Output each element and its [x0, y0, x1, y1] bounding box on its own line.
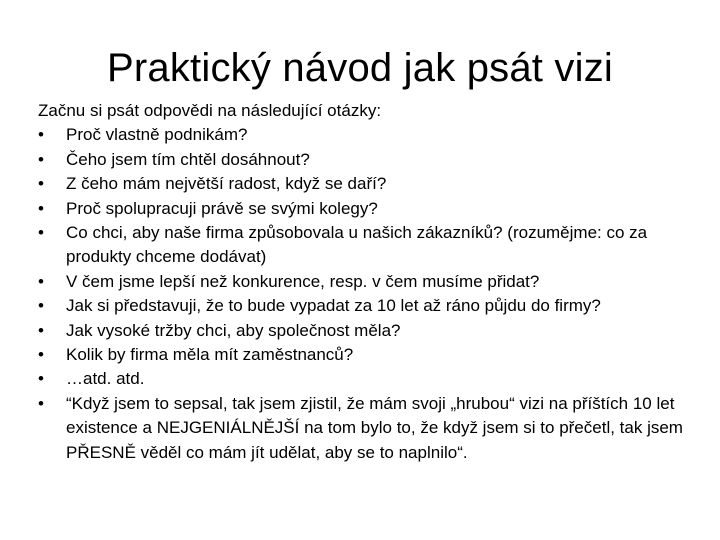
list-item-text: Jak si představuji, že to bude vypadat za 10 let až ráno půjdu do firmy? — [66, 296, 601, 316]
list-item-text: “Když jsem to sepsal, tak jsem zjistil, že mám svoji „hrubou“ vizi na příštích 10 let existence a NEJGENIÁLNĚJŠÍ na tom bylo to, že když jsem si to přečetl, tak jsem PŘESNĚ věděl co mám jít udělat, aby se to naplnilo“. — [66, 393, 683, 462]
list-item — [38, 392, 688, 465]
list-item-text: …atd. atd. — [66, 369, 145, 389]
bullet-icon: • — [38, 271, 44, 291]
bullet-icon: • — [38, 296, 44, 316]
list-item-text: Proč spolupracuji právě se svými kolegy? — [66, 198, 378, 218]
list-item — [38, 172, 688, 196]
bullet-icon: • — [38, 223, 44, 243]
list-item-text: Z čeho mám největší radost, když se daří? — [66, 174, 387, 194]
list-item-text: V čem jsme lepší než konkurence, resp. v čem musíme přidat? — [66, 271, 540, 291]
list-item — [38, 343, 688, 367]
slide-body — [38, 99, 688, 465]
list-item-text: Jak vysoké tržby chci, aby společnost měla? — [66, 320, 401, 340]
list-item — [38, 294, 688, 318]
list-item-text: Proč vlastně podnikám? — [66, 125, 248, 145]
list-item — [38, 123, 688, 147]
bullet-icon: • — [38, 198, 44, 218]
bullet-list — [38, 123, 688, 465]
list-item-text: Co chci, aby naše firma způsobovala u našich zákazníků? (rozumějme: co za produkty chceme dodávat) — [66, 223, 648, 267]
bullet-icon: • — [38, 174, 44, 194]
bullet-icon: • — [38, 149, 44, 169]
bullet-icon: • — [38, 320, 44, 340]
list-item — [38, 197, 688, 221]
slide-title: Praktický návod jak psát vizi — [107, 46, 613, 90]
list-item-text: Kolik by firma měla mít zaměstnanců? — [66, 345, 354, 365]
list-item — [38, 367, 688, 391]
intro-text: Začnu si psát odpovědi na následující otázky: — [38, 101, 382, 120]
bullet-icon: • — [38, 393, 44, 413]
list-item — [38, 270, 688, 294]
bullet-icon: • — [38, 369, 44, 389]
bullet-icon: • — [38, 125, 44, 145]
list-item — [38, 319, 688, 343]
bullet-icon: • — [38, 345, 44, 365]
list-item — [38, 148, 688, 172]
list-item-text: Čeho jsem tím chtěl dosáhnout? — [66, 149, 310, 169]
list-item — [38, 221, 688, 270]
